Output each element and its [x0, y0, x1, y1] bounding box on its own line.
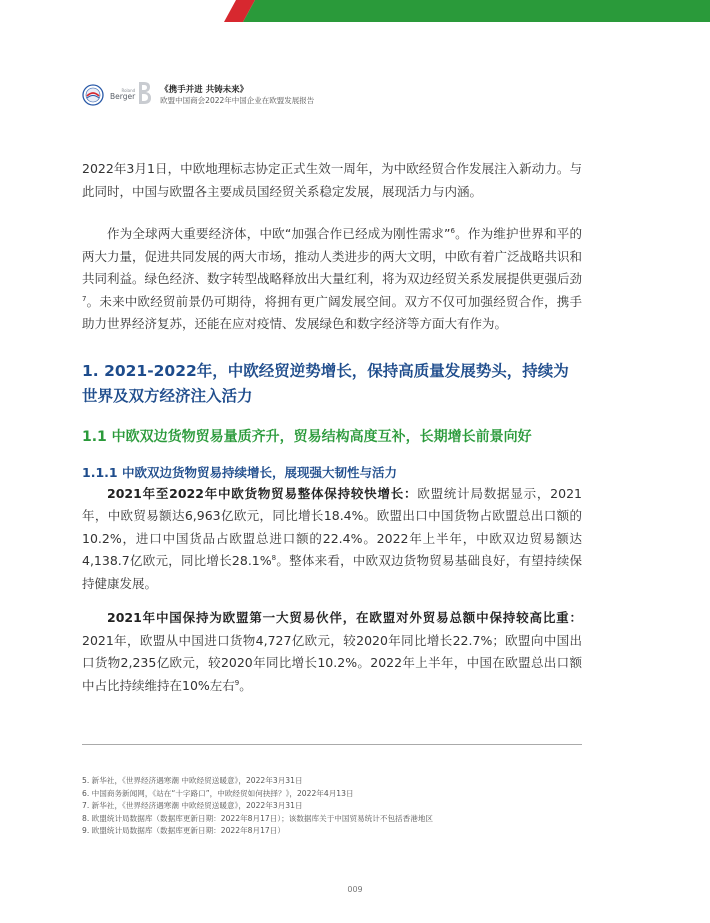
- top-color-band: [0, 0, 710, 22]
- p3-lead: 2021年至2022年中欧货物贸易整体保持较快增长：: [107, 485, 418, 501]
- euccc-logo-icon: [82, 84, 104, 106]
- report-header: [82, 80, 314, 110]
- report-subtitle: 欧盟中国商会2022年中国企业在欧盟发展报告: [160, 95, 315, 105]
- main-content: [82, 158, 582, 697]
- p4-end: 。: [239, 677, 252, 693]
- paragraph-intro: 2022年3月1日，中欧地理标志协定正式生效一周年，为中欧经贸合作发展注入新动力。与此同时，中国与欧盟各主要成员国经贸关系稳定发展，展现活力与内涵。: [82, 161, 582, 199]
- p4-text: 2021年，欧盟从中国进口货物4,727亿欧元，较2020年同比增长22.7%；欧盟向中国出口货物2,235亿欧元，较2020年同比增长10.2%。2022年上半年，中国在欧盟总出口额中占比持续维持在10%左右: [82, 632, 582, 693]
- paragraph-trade-growth: [82, 483, 582, 596]
- p3-end: 。整体来看，中欧双边货物贸易基础良好，有望持续保持健康发展。: [82, 553, 582, 591]
- p4-lead: 2021年中国保持为欧盟第一大贸易伙伴，在欧盟对外贸易总额中保持较高比重：: [107, 610, 582, 625]
- footnote-item: 9. 欧盟统计局数据库（数据库更新日期：2022年8月17日）: [82, 826, 285, 836]
- p3-text: 欧盟统计局数据显示，2021年，中欧贸易额达6,963亿欧元，同比增长18.4%。欧盟出口中国货物占欧盟总出口额的10.2%，进口中国货品占欧盟总进口额的22.4%。2022年上半年，中欧双边贸易额达4,138.7亿欧元，同比增长28.1%: [82, 485, 582, 568]
- p2-text-a: 作为全球两大重要经济体，中欧“加强合作已经成为刚性需求”: [107, 226, 451, 241]
- footnotes: [82, 775, 642, 838]
- section-heading-1: 1. 2021-2022年，中欧经贸逆势增长，保持高质量发展势头，持续为世界及双方经济注入活力: [82, 361, 569, 405]
- roland-berger-b-icon: [137, 81, 152, 109]
- page-number: 009: [347, 885, 363, 894]
- section-heading-1-1: 1.1 中欧双边货物贸易量质齐升，贸易结构高度互补，长期增长前景向好: [82, 428, 532, 445]
- footnote-item: 6. 中国商务新闻网，《站在“十字路口”，中欧经贸如何抉择？》，2022年4月13日: [82, 788, 354, 798]
- footnote-ref-6: 6: [450, 226, 455, 235]
- footnote-item: 8. 欧盟统计局数据库（数据库更新日期：2022年8月17日）；该数据库关于中国贸易统计不包括香港地区: [82, 813, 434, 823]
- paragraph-trade-partner: [82, 607, 582, 697]
- p2-text-c: 。未来中欧经贸前景仍可期待，将拥有更广阔发展空间。双方不仅可加强经贸合作，携手助力世界经济复苏，还能在应对疫情、发展绿色和数字经济等方面大有作为。: [82, 293, 582, 331]
- footnote-divider: [82, 744, 582, 745]
- footnote-item: 7. 新华社，《世界经济遇寒潮 中欧经贸送暖意》，2022年3月31日: [82, 801, 303, 811]
- p2-text-b: 。作为维护世界和平的两大力量，促进共同发展的两大市场，推动人类进步的两大文明，中欧有着广泛战略共识和共同利益。绿色经济、数字转型战略释放出大量红利，将为双边经贸关系发展提供更强后劲: [82, 226, 583, 286]
- footnote-ref-9: 9: [234, 678, 240, 687]
- brand-berger: Berger: [110, 92, 136, 102]
- footnote-ref-8: 8: [271, 553, 277, 562]
- paragraph-cooperation: [82, 223, 582, 336]
- footnote-item: 5. 新华社，《世界经济遇寒潮 中欧经贸送暖意》，2022年3月31日: [82, 776, 303, 785]
- brand-roland: Roland: [121, 88, 136, 94]
- report-title: 《携手并进 共铸未来》: [160, 85, 249, 95]
- footnote-ref-7: 7: [82, 294, 87, 303]
- section-heading-1-1-1: 1.1.1 中欧双边货物贸易持续增长，展现强大韧性与活力: [82, 464, 397, 480]
- roland-berger-logo: [110, 81, 152, 109]
